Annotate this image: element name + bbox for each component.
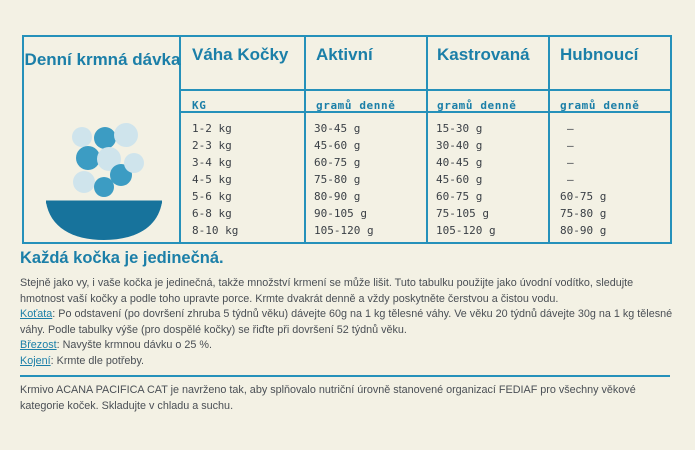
active-column — [314, 120, 374, 239]
table-cell: 90-105 g — [314, 207, 367, 220]
feeding-table — [22, 35, 672, 244]
table-cell: 15-30 g — [436, 122, 483, 135]
table-cell: 60-75 g — [560, 190, 607, 203]
table-cell: 75-80 g — [560, 207, 607, 220]
table-cell: 75-80 g — [314, 173, 361, 186]
weights-column — [192, 120, 238, 239]
footer-note: Krmivo ACANA PACIFICA CAT je navrženo tak, aby splňovalo nutriční úrovně stanovené organizací FEDIAF pro všechny věkové kategorie koček. Skladujte v chladu a suchu. — [20, 384, 636, 412]
table-cell: 4-5 kg — [192, 173, 232, 186]
kittens-paragraph — [20, 307, 680, 338]
table-cell: — — [567, 156, 574, 169]
table-cell: 1-2 kg — [192, 122, 232, 135]
header-active: Aktivní — [316, 45, 373, 64]
table-divider — [304, 37, 306, 242]
food-bowl-icon — [24, 37, 181, 242]
pregnant-label: Březost — [20, 339, 57, 351]
pregnant-paragraph — [20, 338, 680, 354]
table-cell: 6-8 kg — [192, 207, 232, 220]
table-title: Denní krmná dávka — [24, 50, 181, 69]
table-cell: 40-45 g — [436, 156, 483, 169]
header-neutered: Kastrovaná — [437, 45, 530, 64]
nursing-text: : Krmte dle potřeby. — [50, 355, 145, 367]
intro-paragraph: Stejně jako vy, i vaše kočka je jedinečná, takže množství krmení se může lišit. Tuto tabulku použijte jako úvodní vodítko, sledujte hmotnost vaší kočky a podle toho upravte porce. Krmte dvakrát denně a vždy poskytněte čerstvou a čistou vodu. — [20, 277, 634, 305]
table-cell: 75-105 g — [436, 207, 489, 220]
table-cell: 45-60 g — [314, 139, 361, 152]
table-cell: 60-75 g — [436, 190, 483, 203]
table-cell: 105-120 g — [314, 224, 374, 237]
table-cell: 2-3 kg — [192, 139, 232, 152]
table-cell: 8-10 kg — [192, 224, 239, 237]
table-cell: 30-45 g — [314, 122, 361, 135]
section-heading: Každá kočka je jedinečná. — [20, 249, 224, 267]
table-cell: 30-40 g — [436, 139, 483, 152]
table-cell: 105-120 g — [436, 224, 496, 237]
table-cell: — — [567, 173, 574, 186]
footer-divider — [20, 375, 670, 377]
table-cell: 80-90 g — [314, 190, 361, 203]
header-slim: Hubnoucí — [560, 45, 639, 64]
unit-weight: KG — [192, 99, 207, 112]
table-cell: 60-75 g — [314, 156, 361, 169]
kittens-text: : Po odstavení (po dovršení zhruba 5 týdnů věku) dávejte 60g na 1 kg tělesné váhy. Ve věku 20 týdnů dávejte 30g na 1 kg tělesné váhy. Podle tabulky výše (pro dospělé kočky) se řiďte při dovršení 52 týdnů věku. — [20, 308, 673, 336]
nursing-label: Kojení — [20, 355, 51, 367]
pregnant-text: : Navyšte krmnou dávku o 25 %. — [56, 339, 213, 351]
table-cell: 45-60 g — [436, 173, 483, 186]
table-cell: 80-90 g — [560, 224, 607, 237]
unit-neutered: gramů denně — [437, 99, 517, 112]
table-cell: — — [567, 122, 574, 135]
table-divider — [181, 89, 670, 91]
neutered-column — [436, 120, 496, 239]
table-divider — [548, 37, 550, 242]
kittens-label: Koťata — [20, 308, 53, 320]
table-cell: 3-4 kg — [192, 156, 232, 169]
unit-active: gramů denně — [316, 99, 396, 112]
unit-slim: gramů denně — [560, 99, 640, 112]
table-divider — [426, 37, 428, 242]
nursing-paragraph — [20, 354, 680, 370]
table-cell: — — [567, 139, 574, 152]
header-weight: Váha Kočky — [192, 45, 289, 64]
slim-column — [560, 120, 606, 239]
bowl-cell — [24, 37, 181, 242]
table-cell: 5-6 kg — [192, 190, 232, 203]
